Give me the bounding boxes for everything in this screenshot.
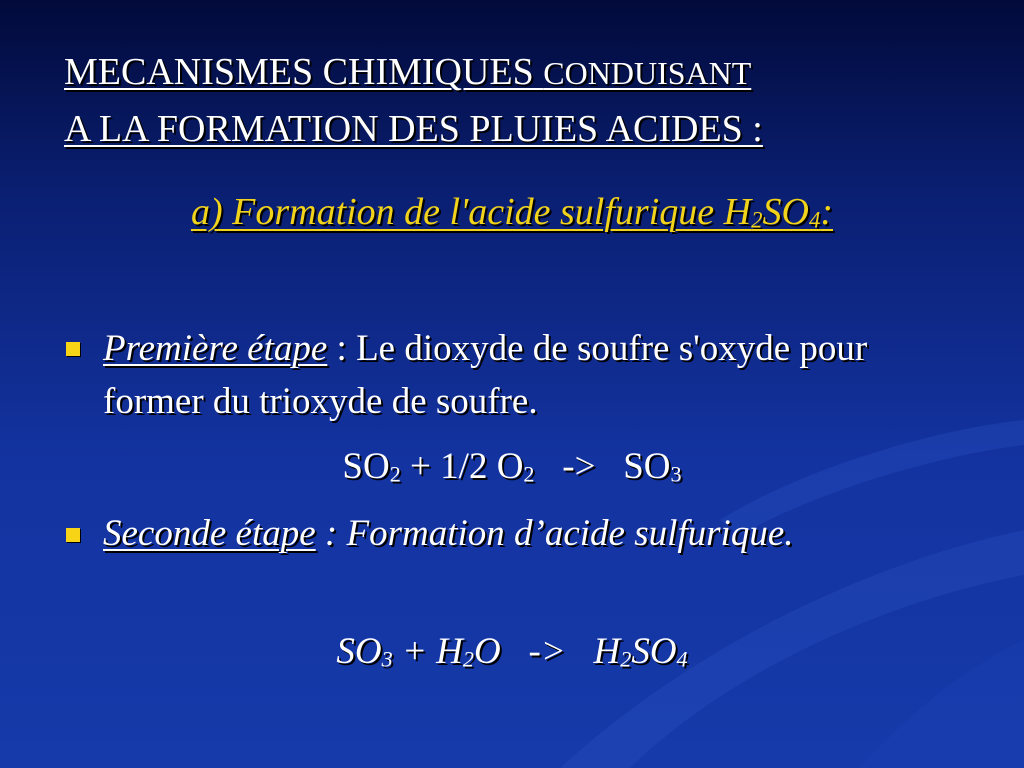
eq1-c-sub: 3 <box>670 461 682 487</box>
subtitle-mid: SO <box>762 191 809 233</box>
eq2-a: SO <box>336 631 382 672</box>
eq1-b: + 1/2 O <box>400 446 524 487</box>
eq2-b-sub: 2 <box>462 646 474 672</box>
bullet-item-2 <box>103 507 953 560</box>
eq1-a-sub: 2 <box>389 461 401 487</box>
eq1-a: SO <box>342 446 390 487</box>
subtitle-sub2: 4 <box>808 207 821 233</box>
eq2-a-sub: 3 <box>381 646 393 672</box>
title-line1-main: MECANISMES CHIMIQUES <box>64 51 544 93</box>
section-subtitle <box>0 190 1024 234</box>
bullet-item-1 <box>103 322 953 428</box>
bullet-square-icon <box>66 342 80 356</box>
eq2-d: SO <box>631 631 677 672</box>
subtitle-prefix: a) Formation de l'acide sulfurique H <box>190 191 752 233</box>
eq2-c: O -> H <box>473 631 621 672</box>
bullet-square-icon <box>66 528 80 542</box>
bullet-1-text: : Le dioxyde de soufre s'oxyde pour former du trioxyde de soufre. <box>103 328 868 422</box>
bullet-2-label: Seconde étape <box>103 513 316 554</box>
slide-title <box>64 44 964 157</box>
subtitle-suffix: : <box>820 191 834 233</box>
bullet-2-text: : Formation d’acide sulfurique. <box>315 513 794 554</box>
eq2-d-sub: 4 <box>676 646 688 672</box>
subtitle-sub1: 2 <box>751 207 763 233</box>
equation-2 <box>0 630 1024 673</box>
eq1-b-sub: 2 <box>523 461 535 487</box>
eq1-c: -> SO <box>534 446 671 487</box>
equation-1 <box>0 445 1024 488</box>
title-line1-small: CONDUISANT <box>543 55 752 91</box>
bullet-1-label: Première étape <box>103 328 328 369</box>
title-line2: A LA FORMATION DES PLUIES ACIDES : <box>64 108 763 150</box>
eq2-b: + H <box>392 631 463 672</box>
eq2-c-sub: 2 <box>620 646 632 672</box>
